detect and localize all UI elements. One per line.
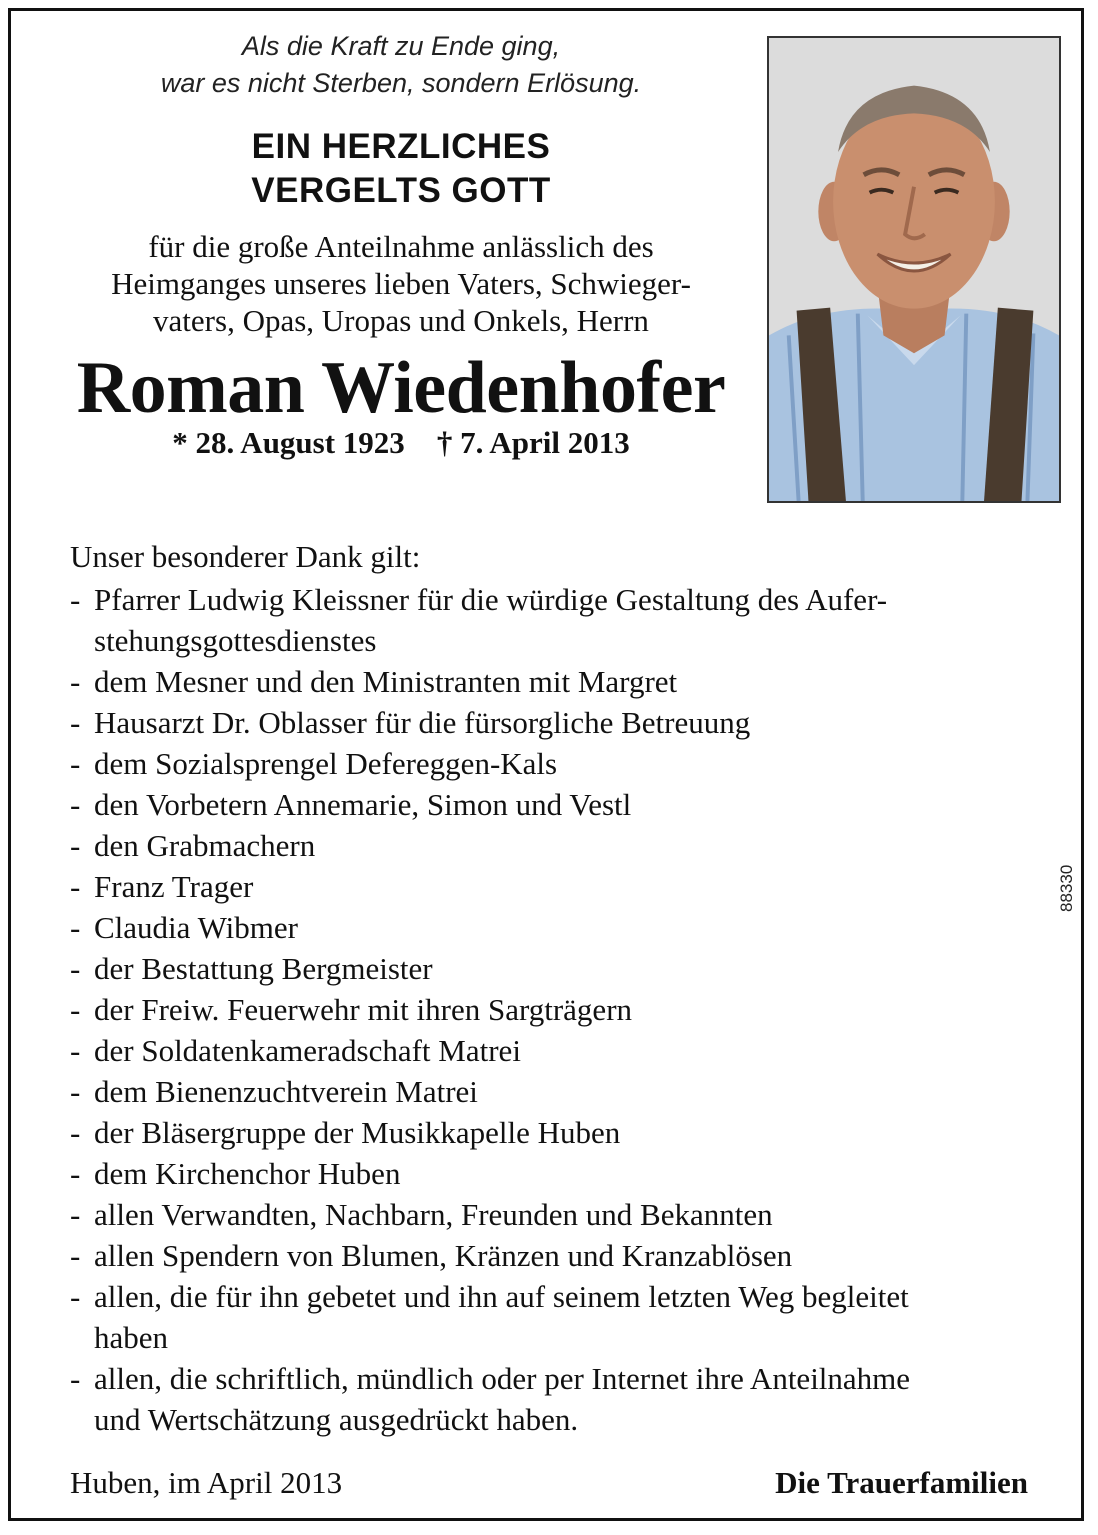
gratitude-item	[70, 743, 1050, 784]
motto-line: Als die Kraft zu Ende ging,	[241, 31, 561, 61]
gratitude-item-line: - der Bestattung Bergmeister	[94, 951, 433, 986]
gratitude-item	[70, 1112, 1050, 1153]
portrait-illustration	[769, 38, 1059, 501]
life-dates	[40, 425, 762, 461]
birth-date: * 28. August 1923	[172, 425, 405, 460]
gratitude-item	[70, 579, 1050, 661]
gratitude-item	[70, 1071, 1050, 1112]
intro-line: vaters, Opas, Uropas und Onkels, Herrn	[153, 303, 649, 338]
intro-paragraph	[40, 228, 762, 339]
gratitude-item-line: - Pfarrer Ludwig Kleissner für die würdige Gestaltung des Aufer-	[94, 582, 888, 617]
gratitude-item-line: - den Vorbetern Annemarie, Simon und Vestl	[94, 787, 632, 822]
gratitude-item-line: - der Bläsergruppe der Musikkapelle Huben	[94, 1115, 621, 1150]
gratitude-item-line: - Hausarzt Dr. Oblasser für die fürsorgliche Betreuung	[94, 705, 751, 740]
intro-line: Heimganges unseres lieben Vaters, Schwieger-	[111, 266, 691, 301]
place-date: Huben, im April 2013	[70, 1465, 343, 1500]
gratitude-item	[70, 661, 1050, 702]
gratitude-item	[70, 1194, 1050, 1235]
gratitude-item-line: - allen Verwandten, Nachbarn, Freunden und Bekannten	[94, 1197, 773, 1232]
motto-quote	[40, 28, 762, 102]
gratitude-item	[70, 1153, 1050, 1194]
gratitude-item-line: - der Soldatenkameradschaft Matrei	[94, 1033, 521, 1068]
thanks-heading-line: EIN HERZLICHES	[251, 127, 551, 166]
death-date: † 7. April 2013	[436, 425, 630, 460]
gratitude-item-line: haben	[94, 1320, 169, 1355]
gratitude-item-line: - dem Kirchenchor Huben	[94, 1156, 401, 1191]
gratitude-item	[70, 989, 1050, 1030]
gratitude-item	[70, 1030, 1050, 1071]
gratitude-item	[70, 702, 1050, 743]
gratitude-lead: Unser besonderer Dank gilt:	[70, 539, 421, 574]
gratitude-item-line: - dem Mesner und den Ministranten mit Margret	[94, 664, 678, 699]
thanks-heading	[40, 125, 762, 213]
gratitude-item	[70, 948, 1050, 989]
gratitude-item-line: - dem Bienenzuchtverein Matrei	[94, 1074, 478, 1109]
gratitude-item-line: stehungsgottesdienstes	[94, 623, 377, 658]
gratitude-item-line: - Franz Trager	[94, 869, 254, 904]
gratitude-section	[70, 536, 1050, 1440]
notice-footer	[70, 1463, 1028, 1503]
gratitude-item-line: - allen, die für ihn gebetet und ihn auf seinem letzten Weg begleitet	[94, 1279, 909, 1314]
gratitude-item-line: - den Grabmachern	[94, 828, 316, 863]
deceased-name: Roman Wiedenhofer	[76, 347, 726, 429]
portrait-photo	[767, 36, 1061, 503]
gratitude-item-line: - Claudia Wibmer	[94, 910, 298, 945]
gratitude-item-line: - der Freiw. Feuerwehr mit ihren Sargträgern	[94, 992, 633, 1027]
gratitude-item-line: - dem Sozialsprengel Defereggen-Kals	[94, 746, 558, 781]
gratitude-item-line: - allen Spendern von Blumen, Kränzen und Kranzablösen	[94, 1238, 793, 1273]
ad-code: 88330	[1057, 864, 1076, 912]
gratitude-item	[70, 907, 1050, 948]
gratitude-item	[70, 784, 1050, 825]
intro-line: für die große Anteilnahme anlässlich des	[148, 229, 654, 264]
gratitude-list	[70, 579, 1050, 1440]
gratitude-item	[70, 1276, 1050, 1358]
gratitude-item-line: - allen, die schriftlich, mündlich oder per Internet ihre Anteilnahme	[94, 1361, 911, 1396]
thanks-heading-line: VERGELTS GOTT	[251, 171, 551, 210]
gratitude-item-line: und Wertschätzung ausgedrückt haben.	[94, 1402, 579, 1437]
gratitude-item	[70, 825, 1050, 866]
gratitude-item	[70, 866, 1050, 907]
notice-header	[40, 28, 762, 461]
motto-line: war es nicht Sterben, sondern Erlösung.	[160, 68, 642, 98]
gratitude-item	[70, 1235, 1050, 1276]
signature: Die Trauerfamilien	[775, 1465, 1028, 1500]
gratitude-item	[70, 1358, 1050, 1440]
